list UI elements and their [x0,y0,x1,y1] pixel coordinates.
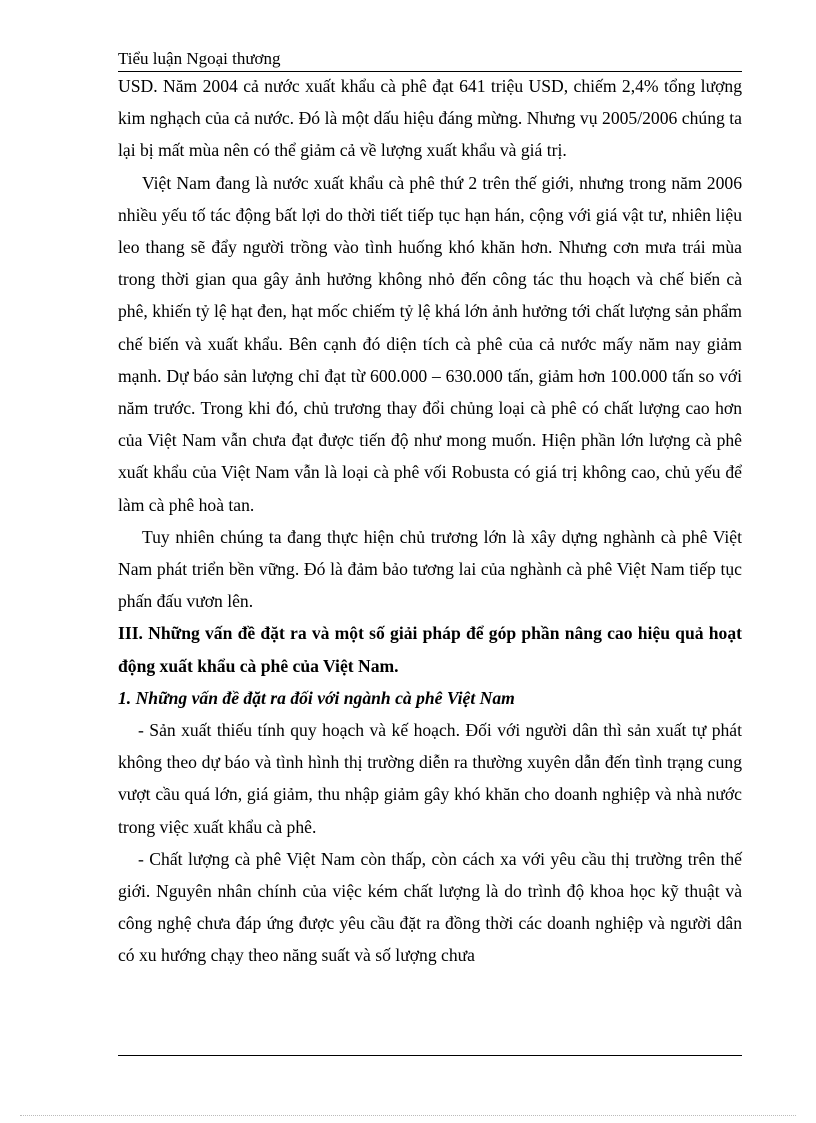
page-header: Tiểu luận Ngoại thương [118,49,742,72]
page-edge-divider [20,1115,796,1116]
paragraph-sustainable-development: Tuy nhiên chúng ta đang thực hiện chủ trương lớn là xây dựng nghành cà phê Việt Nam phát triển bền vững. Đó là đảm bảo tương lai của nghành cà phê Việt Nam tiếp tục phấn đấu vươn lên. [118,526,742,612]
paragraph-coffee-exports: Việt Nam đang là nước xuất khẩu cà phê thứ 2 trên thế giới, nhưng trong năm 2006 nhiều yếu tố tác động bất lợi do thời tiết tiếp tục hạn hán, cộng với giá vật tư, nhiên liệu leo thang sẽ đẩy người trồng vào tình huống khó khăn hơn. Nhưng cơn mưa trái mùa trong thời gian qua gây ảnh hưởng không nhỏ đến công tác thu hoạch và chế biến cà phê, khiến tỷ lệ hạt đen, hạt mốc chiếm tỷ lệ khá lớn ảnh hưởng tới chất lượng sản phẩm chế biến và xuất khẩu. Bên cạnh đó diện tích cà phê của cả nước mấy năm nay giảm mạnh. Dự báo sản lượng chỉ đạt từ 600.000 – 630.000 tấn, giảm hơn 100.000 tấn so với năm trước. Trong khi đó, chủ trương thay đổi chủng loại cà phê có chất lượng cao hơn của Việt Nam vẫn chưa đạt được tiến độ như mong muốn. Hiện phần lớn lượng cà phê xuất khẩu của Việt Nam vẫn là loại cà phê vối Robusta có giá trị không cao, chủ yếu để làm cà phê hoà tan. [118,172,742,515]
bullet-planning: - Sản xuất thiếu tính quy hoạch và kế hoạch. Đối với người dân thì sản xuất tự phát không theo dự báo và tình hình thị trường diễn ra thường xuyên dẫn đến tình trạng cung vượt cầu quá lớn, giá giảm, thu nhập giảm gây khó khăn cho doanh nghiệp và nhà nước trong việc xuất khẩu cà phê. [118,720,742,837]
paragraph-continuation: USD. Năm 2004 cả nước xuất khẩu cà phê đạt 641 triệu USD, chiếm 2,4% tổng lượng kim nghạch của cả nước. Đó là một dấu hiệu đáng mừng. Nhưng vụ 2005/2006 chúng ta lại bị mất mùa nên có thể giảm cả về lượng xuất khẩu và giá trị. [118,76,742,161]
page-body [118,70,742,972]
bullet-quality: - Chất lượng cà phê Việt Nam còn thấp, còn cách xa với yêu cầu thị trường trên thế giới. Nguyên nhân chính của việc kém chất lượng là do trình độ khoa học kỹ thuật và công nghệ chưa đáp ứng được yêu cầu đặt ra đồng thời các doanh nghiệp và người dân có xu hướng chạy theo năng suất và số lượng chưa [118,848,742,966]
footer-rule [118,1055,742,1056]
section-heading-iii: III. Những vấn đề đặt ra và một số giải pháp để góp phần nâng cao hiệu quả hoạt động xuất khẩu cà phê của Việt Nam. [118,623,742,676]
subsection-heading-1: 1. Những vấn đề đặt ra đối với ngành cà phê Việt Nam [118,687,515,708]
